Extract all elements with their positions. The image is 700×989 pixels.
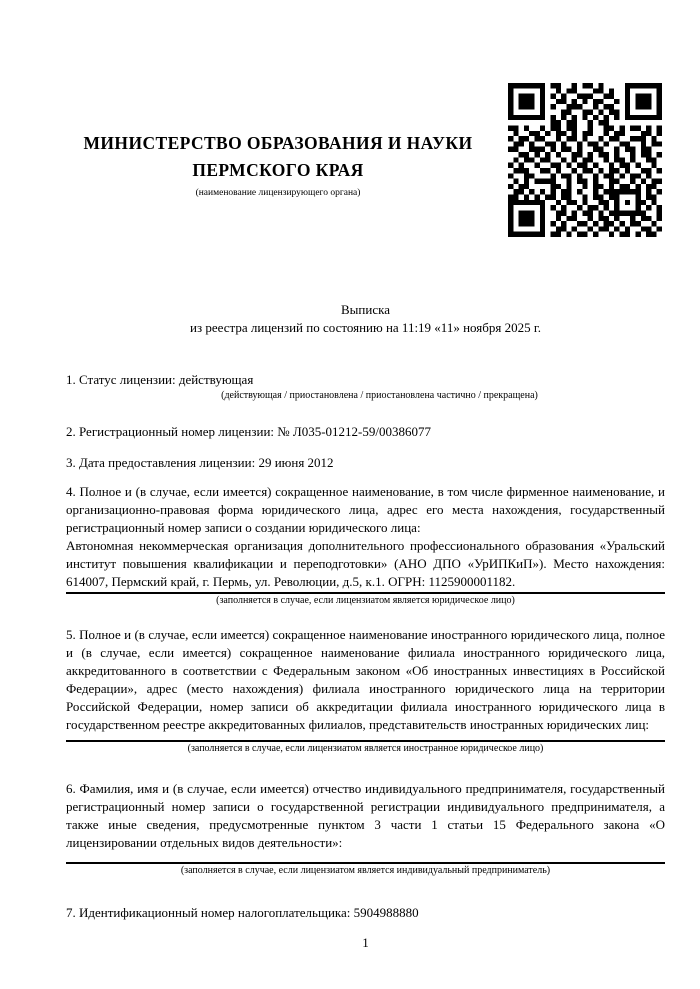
- item-4-caption: (заполняется в случае, если лицензиатом является юридическое лицо): [66, 592, 665, 608]
- item-5-text: 5. Полное и (в случае, если имеется) сокращенное наименование иностранного юридического лица, полное и (в случае, если имеется) сокращенное наименование филиала иностранного юридического лица, аккредитованного в соответствии с Федеральным законом «Об иностранных инвестициях в Российской Федерации», адрес (место нахождения) филиала иностранного юридического лица на территории Российской Федерации, номер записи об аккредитации филиала иностранного юридического лица в государственном реестре аккредитованных филиалов, представительств иностранных юридических лиц:: [66, 627, 665, 732]
- ministry-name-line2: ПЕРМСКОГО КРАЯ: [192, 160, 364, 180]
- item-1-text: 1. Статус лицензии: действующая: [66, 372, 254, 387]
- item-4-legal-entity: [66, 483, 665, 608]
- item-6-caption: (заполняется в случае, если лицензиатом является индивидуальный предприниматель): [66, 862, 665, 878]
- document-title-line2: из реестра лицензий по состоянию на 11:19 «11» ноября 2025 г.: [190, 320, 541, 335]
- item-3-text: 3. Дата предоставления лицензии: 29 июня 2012: [66, 455, 334, 470]
- item-4-value: Автономная некоммерческая организация дополнительного профессионального образования «Уральский институт повышения квалификации и переподготовки» (АНО ДПО «УрИПКиП»). Место нахождения: 614007, Пермский край, г. Пермь, ул. Революции, д.5, к.1. ОГРН: 1125900001182.: [66, 538, 665, 589]
- item-4-text: 4. Полное и (в случае, если имеется) сокращенное наименование, в том числе фирменное наименование, и организационно-правовая форма юридического лица, адрес его места нахождения, государственный регистрационный номер записи о создании юридического лица:: [66, 484, 665, 535]
- ministry-caption: (наименование лицензирующего органа): [195, 188, 361, 198]
- item-6-text: 6. Фамилия, имя и (в случае, если имеется) отчество индивидуального предпринимателя, государственный регистрационный номер записи о государственной регистрации индивидуального предпринимателя, а также иные сведения, предусмотренные пунктом 3 части 1 статьи 15 Федерального закона «О лицензировании отдельных видов деятельности»:: [66, 781, 665, 850]
- ministry-name-line1: МИНИСТЕРСТВО ОБРАЗОВАНИЯ И НАУКИ: [83, 133, 473, 153]
- item-3-grant-date: [66, 454, 665, 472]
- document-title-line1: Выписка: [341, 302, 390, 317]
- item-6-individual-entrepreneur: [66, 780, 665, 878]
- item-5-caption: (заполняется в случае, если лицензиатом является иностранное юридическое лицо): [66, 740, 665, 756]
- item-1-license-status: [66, 371, 665, 403]
- document-title: [66, 0, 665, 337]
- item-7-taxpayer-number: [66, 904, 665, 922]
- item-7-text: 7. Идентификационный номер налогоплательщика: 5904988880: [66, 905, 419, 920]
- item-1-caption: (действующая / приостановлена / приостановлена частично / прекращена): [221, 390, 538, 401]
- page-number: 1: [362, 935, 369, 950]
- item-2-text: 2. Регистрационный номер лицензии: № Л035-01212-59/00386077: [66, 424, 432, 439]
- item-2-registration-number: [66, 423, 665, 441]
- item-5-foreign-entity: [66, 626, 665, 756]
- document-body: [66, 0, 665, 952]
